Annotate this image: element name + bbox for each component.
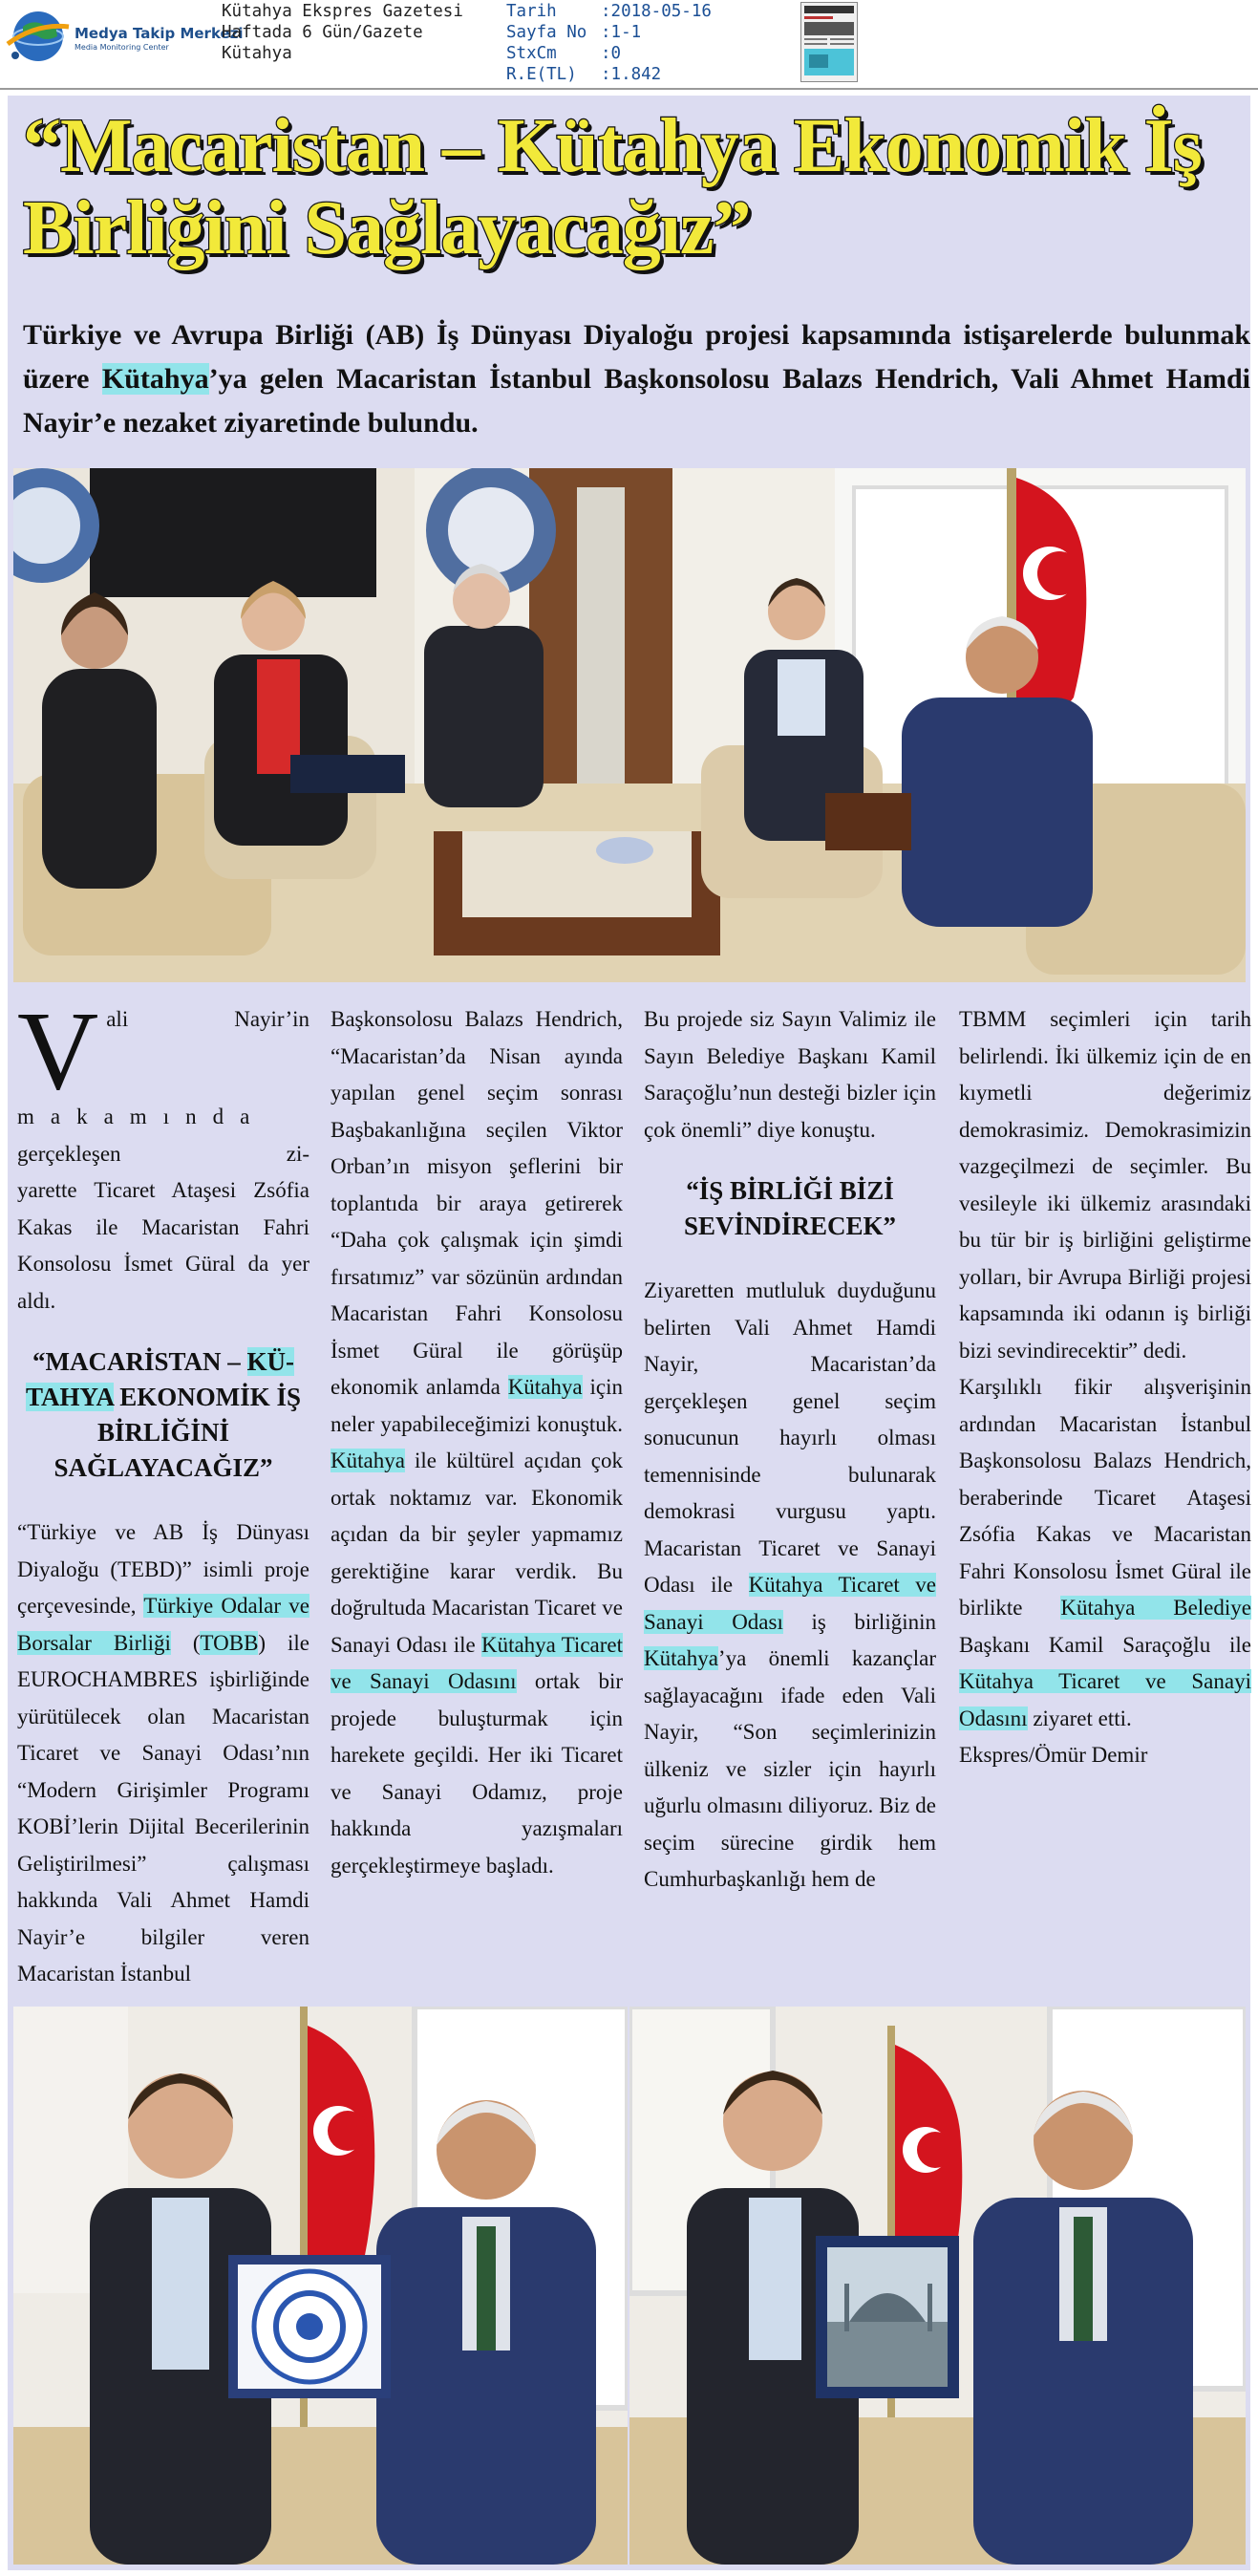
painting-gift-photo xyxy=(629,2007,1246,2565)
lead-paragraph: Türkiye ve Avrupa Birliği (AB) İş Dünyası Diyaloğu projesi kapsamında istişarelerde bulunmak üzere Kütahya’ya gelen Macaristan İstanbul Başkonsolosu Balazs Hendrich, Vali Ahmet Hamdi Nayir’e nezaket ziyaretinde bulundu. xyxy=(23,319,1251,439)
article-column-4 xyxy=(959,1001,1251,1774)
article-column-2 xyxy=(330,1001,623,1884)
publication-name: Kütahya Ekspres Gazetesi xyxy=(222,2,463,21)
publication-city: Kütahya xyxy=(222,44,292,63)
intro-paragraph: V ali Nayir’in makamında gerçekleşen zi- yarette Ticaret Ataşesi Zsófia Kakas ile Macaristan Fahri Konsolosu İsmet Güral da yer aldı. xyxy=(17,988,309,1313)
highlight-tobb: TOBB xyxy=(200,1630,259,1655)
meta-re: R.E(TL) :1.842 xyxy=(506,65,662,84)
clipping-header xyxy=(0,0,1258,90)
subheading-2: “İŞ BİRLİĞİ BİZİ SEVİNDİRECEK” xyxy=(683,1176,897,1240)
meta-page: Sayfa No :1-1 xyxy=(506,23,642,42)
body-paragraph-4: Ziyaretten mutluluk duyduğunu belirten Vali Ahmet Hamdi Nayir, Macaristan’da gerçekleşen genel seçim sonucunun hayırlı olması temennisinde bulunarak demokrasi vurgusu yaptı. Macaristan Ticaret ve Sanayi Odası ile Kütahya Ticaret ve Sanayi Odası iş birliğinin Kütahya’ya önemli kazançlar sağlayacağını ifade eden Vali Nayir, “Son seçimlerinizin ülkeniz ve sizler için hayırlı uğurlu olmasını diliyoruz. Biz de seçim sürecine girdik hem Cumhurbaşkanlığı hem de xyxy=(644,1278,936,1891)
dropcap: V xyxy=(17,988,99,1113)
globe-logo-icon xyxy=(4,6,71,65)
body-paragraph-6: Karşılıklı fikir alışverişinin ardından Macaristan İstanbul Başkonsolosu Balazs Hendrich, beraberinde Ticaret Ataşesi Zsófia Kakas ve Macaristan Fahri Konsolosu İsmet Güral ile birlikte Kütahya Belediye Başkanı Kamil Saraçoğlu ile Kütahya Ticaret ve Sanayi Odasını ziyaret etti. xyxy=(959,1375,1251,1730)
body-paragraph-5: TBMM seçimleri için tarih belirlendi. İki ülkemiz için de en kıymetli değerimiz demokrasimiz. Demokrasimizin vazgeçilmezi de seçimler. Bu vesileyle iki ülkemiz arasındaki bu tür bir iş birliğini geliştirme yolları, bir Avrupa Birliği projesi kapsamında iki odanın iş birliği bizi sevindirecektir” dedi. xyxy=(959,1007,1251,1363)
publication-frequency: Haftada 6 Gün/Gazete xyxy=(222,23,423,42)
meta-stxcm: StxCm :0 xyxy=(506,44,622,63)
subheading-1: “MACARİSTAN – KÜ- TAHYA EKONOMİK İŞ BİRLİĞİNİ SAĞLAYACAĞIZ” xyxy=(25,1347,302,1482)
byline: Ekspres/Ömür Demir xyxy=(959,1743,1148,1767)
logo-subtitle: Media Monitoring Center xyxy=(75,43,169,52)
article xyxy=(8,96,1250,2570)
highlight-kutahya: Kütahya xyxy=(101,363,209,395)
plate-gift-photo xyxy=(13,2007,628,2565)
clipping-meta xyxy=(506,1,712,85)
headline: “Macaristan – Kütahya Ekonomik İş Birliğini Sağlayacağız” xyxy=(23,104,1202,270)
meeting-photo xyxy=(13,468,1246,982)
publication-info xyxy=(222,1,463,64)
logo-name: Medya Takip Merkezi xyxy=(75,25,244,42)
article-column-3 xyxy=(644,1001,936,1899)
logo-text xyxy=(75,25,244,52)
meta-date: Tarih :2018-05-16 xyxy=(506,2,712,21)
body-paragraph-2: Başkonsolosu Balazs Hendrich, “Macaristan’da Nisan ayında yapılan genel seçim sonrası Başbakanlığına seçilen Viktor Orban’ın misyon şeflerini bir toplantıda bir araya getirerek “Daha çok çalışmak için şimdi fırsatımız” var sözünün ardından Macaristan Fahri Konsolosu İsmet Güral ile görüşüp ekonomik anlamda Kütahya için neler yapabileceğimizi konuştuk. Kütahya ile kültürel açıdan çok ortak noktamız var. Ekonomik açıdan da bir şeyler yapmamız gerektiğine karar verdik. Bu doğrultuda Macaristan Ticaret ve Sanayi Odası ile Kütahya Ticaret ve Sanayi Odasını ortak bir projede buluşturmak için harekete geçildi. Her iki Ticaret ve Sanayi Odamız, proje hakkında yazışmaları gerçekleştirmeye başladı. xyxy=(330,1007,624,1878)
body-paragraph-3: Bu projede siz Sayın Valimiz ile Sayın Belediye Başkanı Kamil Saraçoğlu’nun desteği bizler için çok önemli” diye konuştu. xyxy=(644,1007,936,1142)
body-paragraph-1: “Türkiye ve AB İş Dünyası Diyaloğu (TEBD)” isimli proje çerçevesinde, Türkiye Odalar ve Borsalar Birliği (TOBB) ile EUROCHAMBRES işbirliğinde yürütülecek olan Macaristan Ticaret ve Sanayi Odası’nın “Modern Girişimler Programı KOBİ’lerin Dijital Becerilerinin Geliştirilmesi” çalışması hakkında Vali Ahmet Hamdi Nayir’e bilgiler veren Macaristan İstanbul xyxy=(17,1520,309,1986)
article-column-1 xyxy=(17,988,309,1993)
highlight-tobb-name: Türkiye Odalar ve Borsalar Birliği xyxy=(17,1594,309,1655)
page-thumbnail[interactable] xyxy=(800,2,858,82)
